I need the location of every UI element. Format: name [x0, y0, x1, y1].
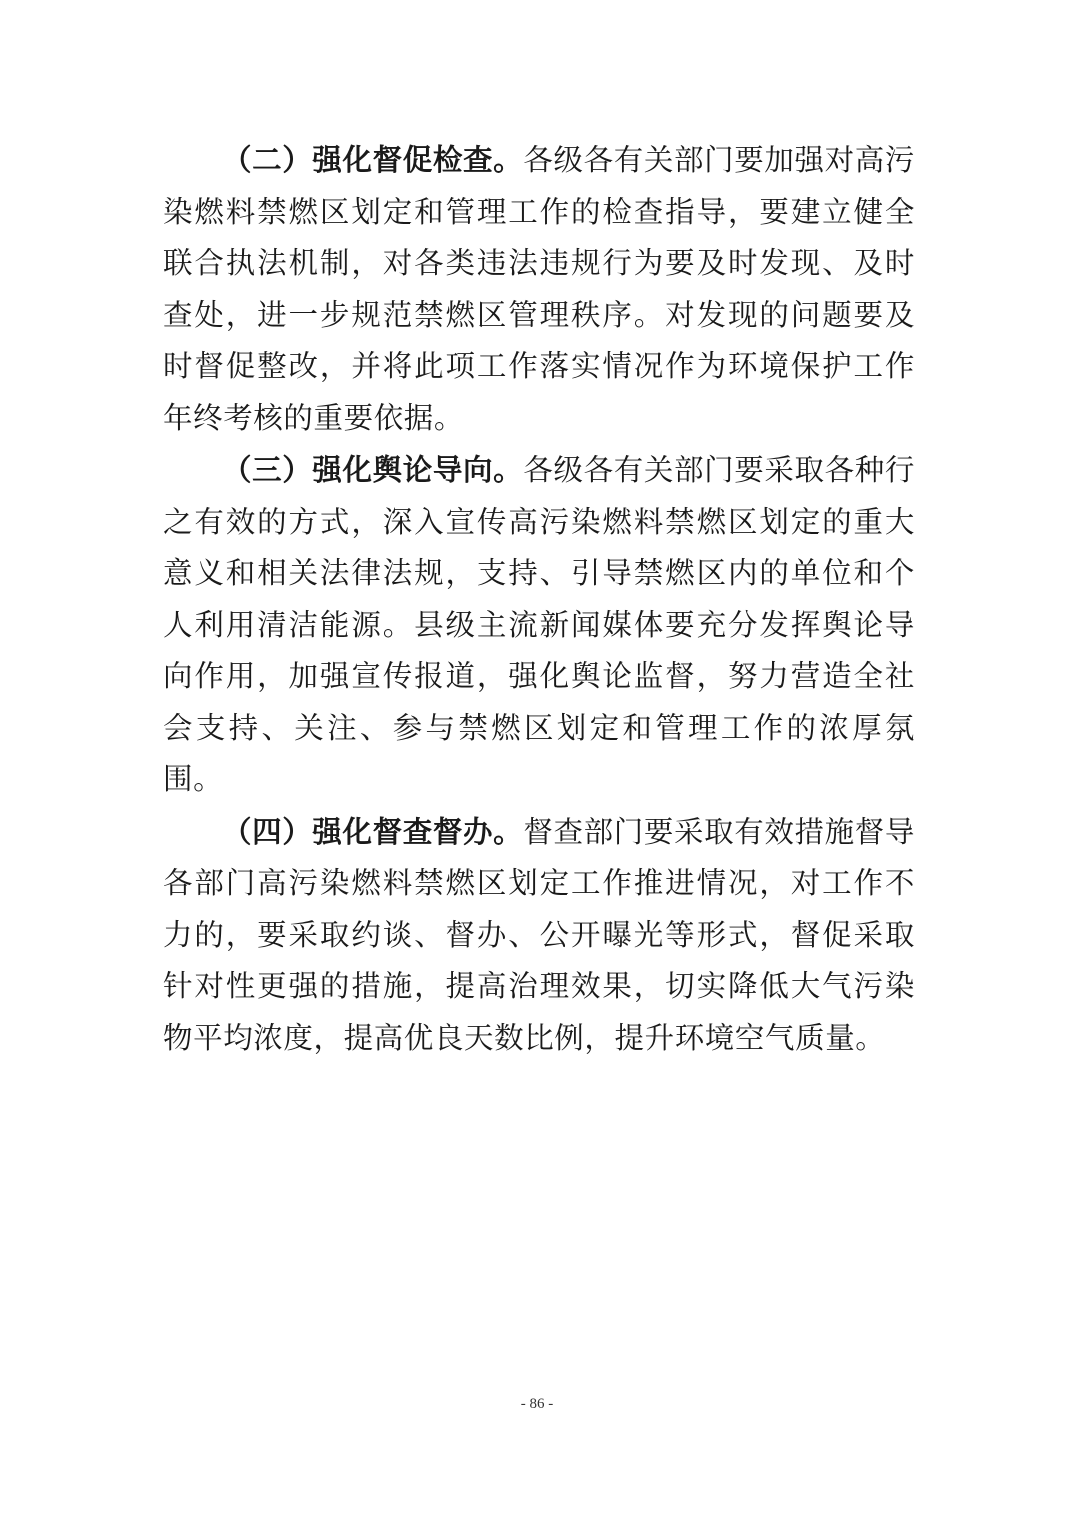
paragraph-body: 督查部门要采取有效措施督导各部门高污染燃料禁燃区划定工作推进情况，对工作不力的，要采取约谈、督办、公开曝光等形式，督促采取针对性更强的措施，提高治理效果，切实降低大气污染物平均浓度，提高优良天数比例，提升环境空气质量。 — [163, 814, 915, 1055]
section-heading: （二）强化督促检查。 — [222, 142, 524, 177]
paragraph-oversight — [163, 806, 915, 1065]
paragraph-public-opinion — [163, 444, 915, 806]
paragraph-body: 各级各有关部门要采取各种行之有效的方式，深入宣传高污染燃料禁燃区划定的重大意义和相关法律法规，支持、引导禁燃区内的单位和个人利用清洁能源。县级主流新闻媒体要充分发挥舆论导向作用，加强宣传报道，强化舆论监督，努力营造全社会支持、关注、参与禁燃区划定和管理工作的浓厚氛围。 — [163, 453, 915, 796]
section-heading: （三）强化舆论导向。 — [222, 452, 524, 487]
section-heading: （四）强化督查督办。 — [222, 813, 524, 849]
page-number: - 86 - — [520, 1396, 554, 1412]
paragraph-body: 各级各有关部门要加强对高污染燃料禁燃区划定和管理工作的检查指导，要建立健全联合执法机制，对各类违法违规行为要及时发现、及时查处，进一步规范禁燃区管理秩序。对发现的问题要及时督促整改，并将此项工作落实情况作为环境保护工作年终考核的重要依据。 — [163, 143, 915, 435]
paragraph-supervision-inspection — [163, 134, 915, 444]
body-text — [163, 134, 915, 1064]
